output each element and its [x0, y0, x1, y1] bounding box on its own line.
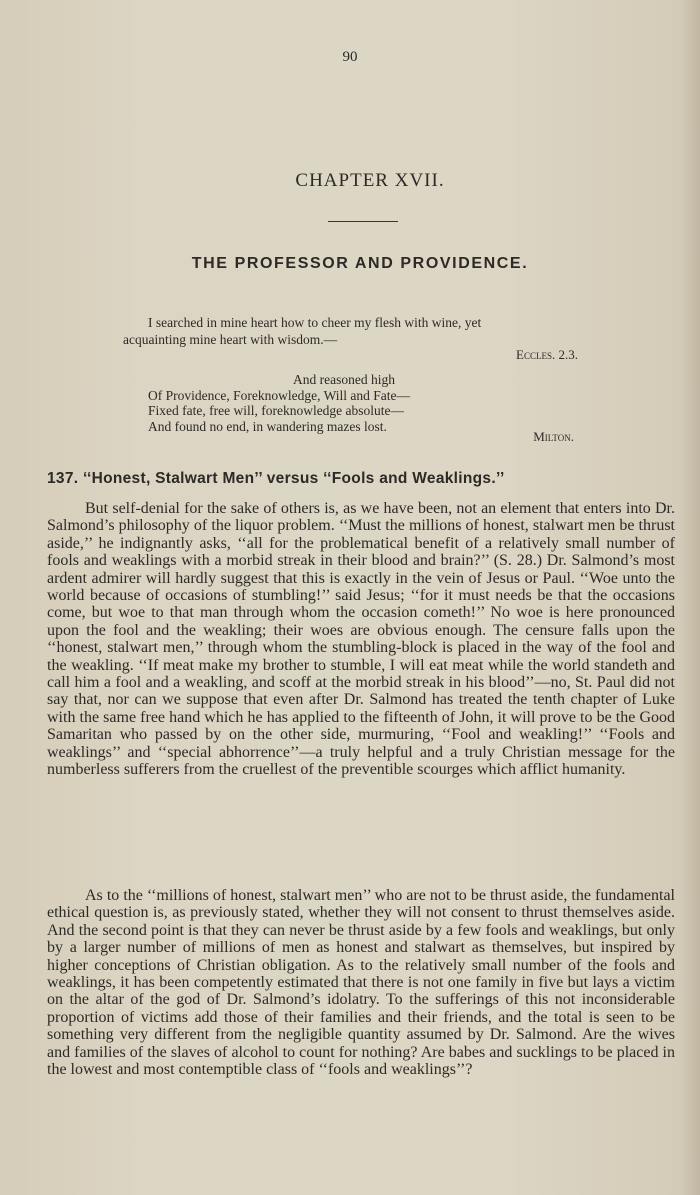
epigraph-source-ecclesiastes: Eccles. 2.3.: [516, 347, 578, 362]
epigraph-line: I searched in mine heart how to cheer my flesh with wine, yet: [148, 315, 482, 330]
page-number: 90: [342, 49, 358, 65]
chapter-title: THE PROFESSOR AND PROVIDENCE.: [191, 255, 529, 272]
epigraph-line: And reasoned high: [293, 372, 395, 387]
epigraph-line: And found no end, in wandering mazes lost.: [148, 418, 387, 434]
epigraph-ecclesiastes: [123, 314, 623, 348]
epigraph-line: Of Providence, Foreknowledge, Will and Fate—: [148, 387, 411, 403]
body-text-2: [47, 887, 675, 1078]
epigraph-line: acquainting mine heart with wisdom.—: [123, 332, 338, 347]
epigraph-line: Fixed fate, free will, foreknowledge absolute—: [148, 403, 405, 418]
body-text-1: [47, 500, 675, 779]
epigraph-source-milton: Milton.: [533, 429, 574, 444]
paragraph: But self-denial for the sake of others is, as we have been, not an element that enters into Dr. Salmond’s philosophy of the liquor problem. ‘‘Must the millions of honest, stalwart men be thrust aside,’’ he indignantly asks, ‘‘all for the problematical benefit of a relatively small number of fools and weaklings with a morbid streak in their blood and brain?’’ (S. 28.) Dr. Salmond’s most ardent admirer will hardly suggest that this is exactly in the vein of Jesus or Paul. ‘‘Woe unto the world because of occasions of stumbling!’’ said Jesus; ‘‘for it must needs be that the occasions come, but woe to that man through whom the occasion cometh!’’ No woe is here pronounced upon the fool and the weakling; their woes are obvious enough. The censure falls upon the ‘‘honest, stalwart men,’’ through whom the stumbling-block is placed in the way of the fool and the weakling. ‘‘If meat make my brother to stumble, I will eat meat while the world standeth and call him a fool and a weakling, and scoff at the morbid streak in his blood’’—no, St. Paul did not say that, nor can we suppose that even after Dr. Salmond has treated the tenth chapter of Luke with the same free hand which he has applied to the fifteenth of John, it will prove to be the Good Samaritan who passed by on the other side, murmuring, ‘‘Fool and weakling!’’ ‘‘Fools and weaklings’’ and ‘‘special abhorrence’’—a truly helpful and a truly Christian message for the numberless sufferers from the cruellest of the preventible scourges which afflict humanity.: [47, 500, 675, 779]
epigraph-milton: [148, 372, 548, 434]
divider-rule: [328, 221, 398, 222]
paragraph: As to the ‘‘millions of honest, stalwart men’’ who are not to be thrust aside, the fundamental ethical question is, as previously stated, whether they will not consent to thrust themselves aside. And the second point is that they can never be thrust aside by a few fools and weaklings, but only by a larger number of millions of men as honest and stalwart as themselves, but inspired by higher conceptions of Christian obligation. As to the relatively small number of the fools and weaklings, it has been competently estimated that there is not one family in five but lays a victim on the altar of the god of Dr. Salmond’s idolatry. To the sufferings of this not inconsiderable proportion of victims add those of their families and their friends, and the total is seen to be something very different from the negligible quantity assumed by Dr. Salmond. Are the wives and families of the slaves of alcohol to count for nothing? Are babes and sucklings to be placed in the lowest and most contemptible class of ‘‘fools and weaklings’’?: [47, 887, 675, 1079]
chapter-heading: CHAPTER XVII.: [295, 170, 445, 191]
section-heading: 137. ‘‘Honest, Stalwart Men’’ versus ‘‘Fools and Weaklings.’’: [47, 470, 505, 487]
